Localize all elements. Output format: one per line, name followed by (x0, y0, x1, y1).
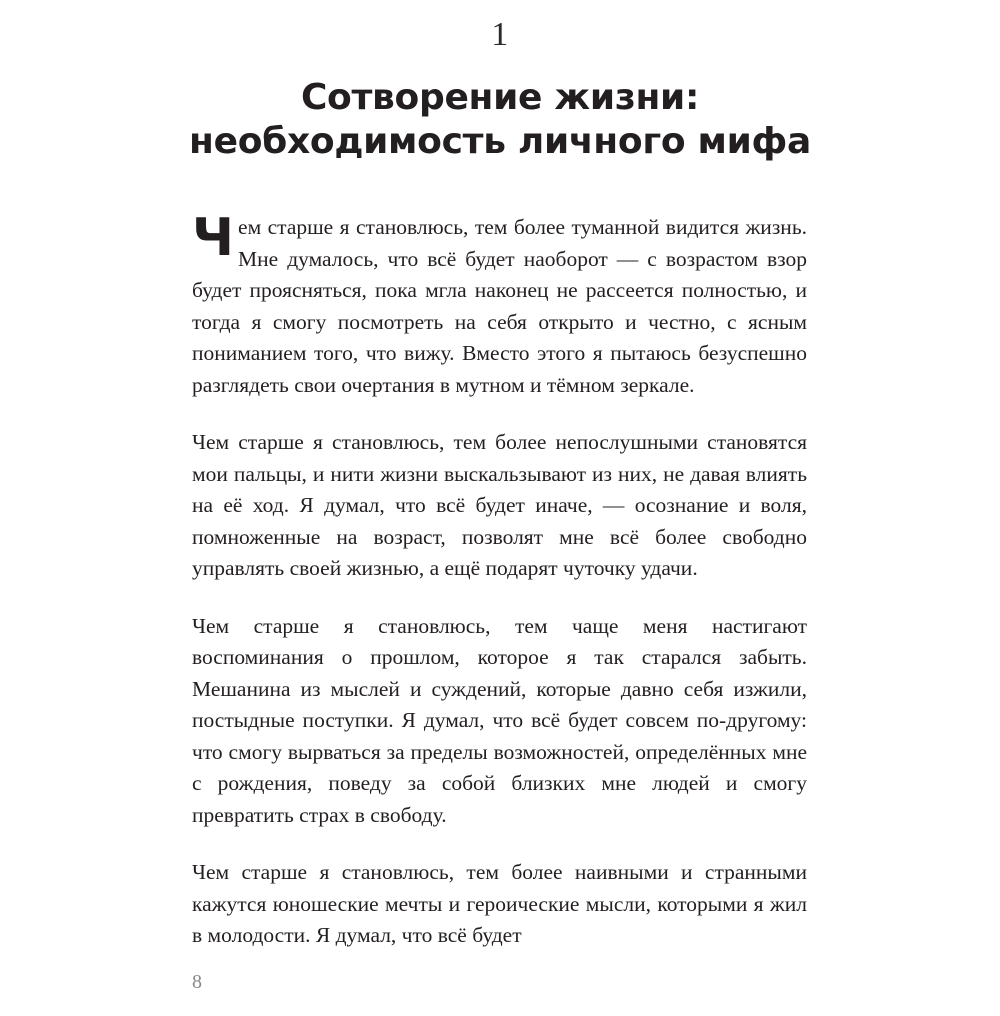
drop-cap: Ч (192, 208, 235, 268)
paragraph-2: Чем старше я становлюсь, тем более непослушными становятся мои пальцы, и нити жизни выскальзывают из них, не давая влиять на её ход. Я думал, что всё будет иначе, — осознание и воля, помноженные на возраст, позволят мне всё более свободно управлять своей жизнью, а ещё подарят чуточку удачи. (192, 430, 807, 580)
paragraph-1-text: ем старше я становлюсь, тем более туманной видится жизнь. Мне думалось, что всё будет наоборот — с возрастом взор будет проясняться, пока мгла наконец не рассеется полностью, и тогда я смогу посмотреть на себя открыто и честно, с ясным пониманием того, что вижу. Вместо этого я пытаюсь безуспешно разглядеть свои очертания в мутном и тёмном зеркале. (192, 215, 807, 397)
page-number: 8 (192, 971, 202, 993)
chapter-title-line-2: необходимость личного мифа (189, 120, 811, 162)
chapter-number: 1 (491, 16, 509, 53)
body-text (192, 208, 807, 952)
chapter-title (140, 76, 860, 164)
paragraph-1 (192, 208, 807, 401)
chapter-title-line-1: Сотворение жизни: (300, 77, 700, 118)
paragraph-3: Чем старше я становлюсь, тем чаще меня настигают воспоминания о прошлом, которое я так старался забыть. Мешанина из мыслей и суждений, которые давно себя изжили, постыдные поступки. Я думал, что всё будет совсем по-другому: что смогу вырваться за пределы возможностей, определённых мне с рождения, поведу за собой близких мне людей и смогу превратить страх в свободу. (192, 613, 807, 827)
book-page (0, 16, 1000, 1016)
paragraph-4: Чем старше я становлюсь, тем более наивными и странными кажутся юношеские мечты и героические мысли, которыми я жил в молодости. Я думал, что всё будет (192, 860, 807, 947)
